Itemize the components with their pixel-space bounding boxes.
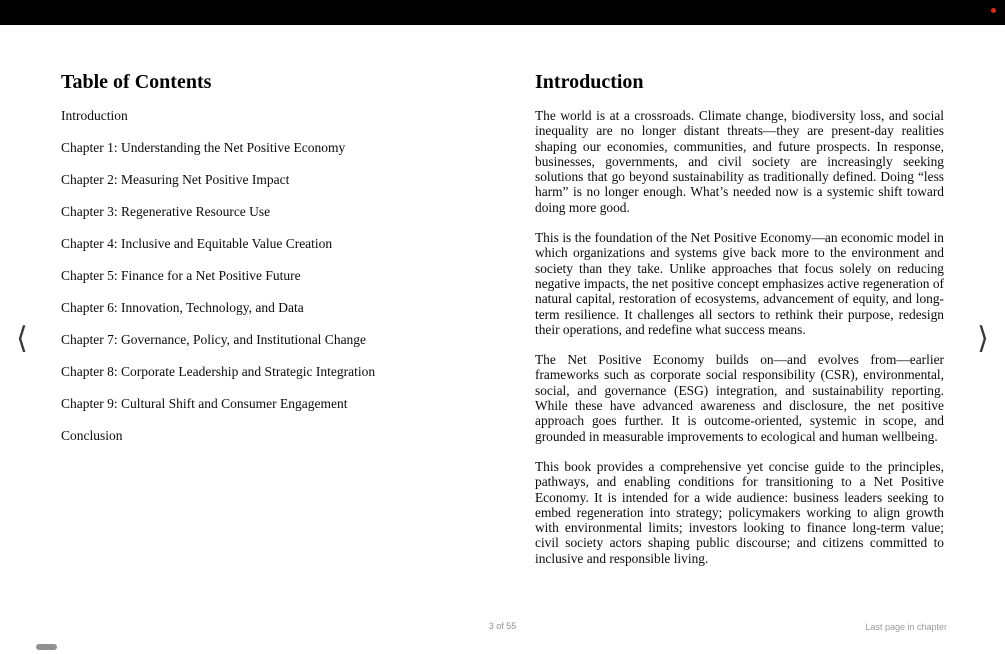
- toc-list: [61, 108, 481, 444]
- toc-item-chapter-4[interactable]: Chapter 4: Inclusive and Equitable Value Creation: [61, 236, 333, 251]
- chapter-title: Introduction: [535, 71, 644, 93]
- body-paragraph-2: This is the foundation of the Net Positive Economy—an economic model in which organizations and systems give back more to the environment and society than they take. Unlike approaches that focus solely on reducing negative impacts, the net positive concept emphasizes active regeneration of natural capital, restoration of ecosystems, advancement of equity, and long-term resilience. It challenges all sectors to rethink their purpose, redesign their operations, and redefine what success means.: [535, 230, 944, 337]
- toc-item-chapter-6[interactable]: Chapter 6: Innovation, Technology, and Data: [61, 300, 304, 315]
- chevron-right-icon: ⟩: [977, 320, 989, 356]
- body-paragraph-4: This book provides a comprehensive yet concise guide to the principles, pathways, and enabling conditions for transitioning to a Net Positive Economy. It is intended for a wide audience: business leaders seeking to embed regeneration into strategy; policymakers working to align growth with environmental limits; investors looking to finance long-term value; civil society actors shaping public discourse; and citizens committed to inclusive and responsible living.: [535, 458, 944, 566]
- chevron-left-icon: ⟨: [16, 320, 28, 356]
- toc-item-chapter-9[interactable]: Chapter 9: Cultural Shift and Consumer Engagement: [61, 396, 348, 411]
- toolbar-handle[interactable]: [36, 644, 57, 650]
- toc-item-chapter-5[interactable]: Chapter 5: Finance for a Net Positive Future: [61, 268, 301, 283]
- previous-page-button[interactable]: [8, 318, 36, 358]
- toc-item-introduction[interactable]: Introduction: [61, 108, 128, 123]
- toc-item-chapter-1[interactable]: Chapter 1: Understanding the Net Positive Economy: [61, 140, 346, 155]
- introduction-page: [535, 70, 944, 581]
- page-indicator: 3 of 55: [488, 621, 517, 631]
- chapter-status: Last page in chapter: [865, 622, 947, 632]
- toc-item-chapter-2[interactable]: Chapter 2: Measuring Net Positive Impact: [61, 172, 290, 187]
- body-paragraph-1: The world is at a crossroads. Climate change, biodiversity loss, and social inequality are no longer distant threats—they are present-day realities shaping our economies, communities, and future prospects. In response, businesses, governments, and civil society are increasingly seeking solutions that go beyond sustainability as traditionally defined. Doing “less harm” is no longer enough. What’s needed now is a systemic shift toward doing more good.: [535, 108, 944, 215]
- toc-item-chapter-8[interactable]: Chapter 8: Corporate Leadership and Strategic Integration: [61, 364, 376, 379]
- toc-title: Table of Contents: [61, 71, 212, 93]
- toc-item-conclusion[interactable]: Conclusion: [61, 428, 123, 443]
- record-indicator-dot: [991, 8, 996, 13]
- next-page-button[interactable]: [969, 318, 997, 358]
- toc-page: [61, 70, 481, 460]
- toc-item-chapter-3[interactable]: Chapter 3: Regenerative Resource Use: [61, 204, 271, 219]
- titlebar: [0, 0, 1005, 25]
- body-paragraph-3: The Net Positive Economy builds on—and evolves from—earlier frameworks such as corporate social responsibility (CSR), environmental, social, and governance (ESG) integration, and sustainability reporting. While these have advanced awareness and disclosure, the net positive approach goes further. It is outcome-oriented, systemic in scope, and grounded in measurable improvements to ecological and human wellbeing.: [535, 352, 944, 444]
- toc-item-chapter-7[interactable]: Chapter 7: Governance, Policy, and Institutional Change: [61, 332, 367, 347]
